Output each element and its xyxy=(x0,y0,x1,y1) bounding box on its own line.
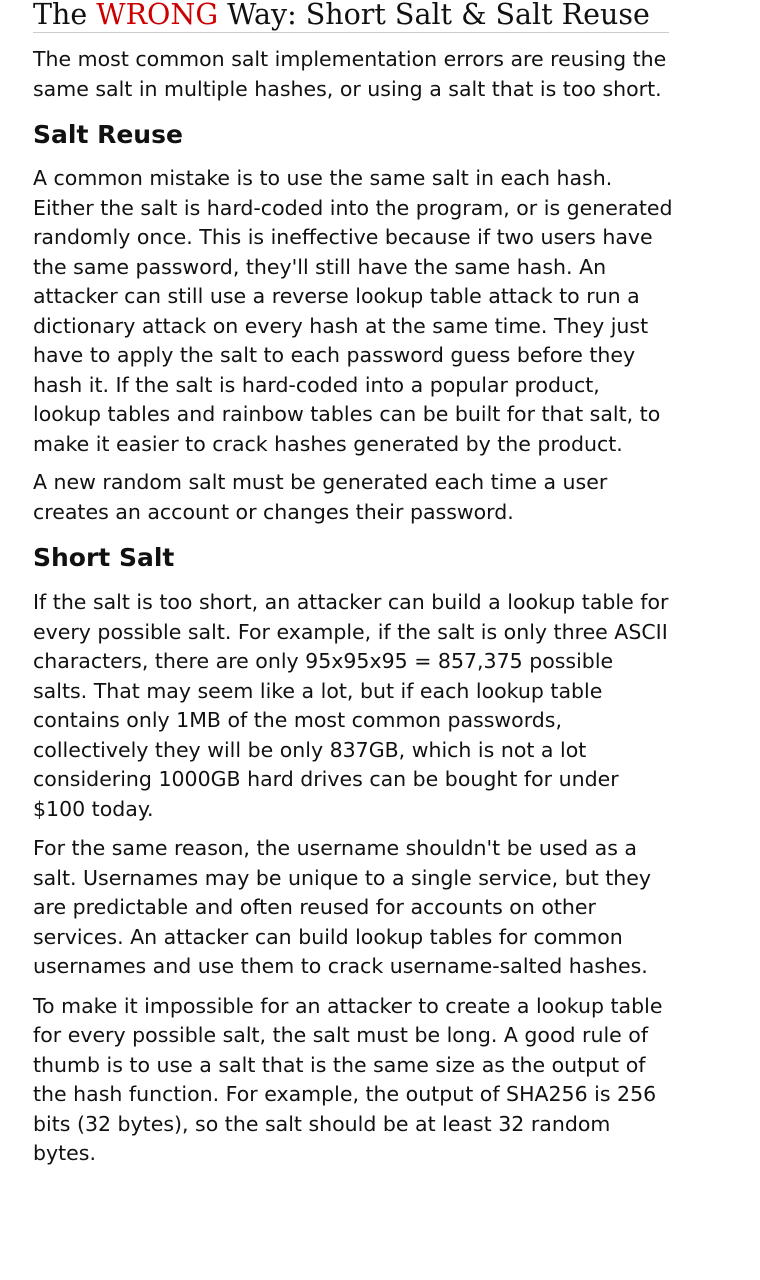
short-salt-paragraph-3: To make it impossible for an attacker to create a lookup table for every possible salt, the salt must be long. A good rule of thumb is to use a salt that is the same size as the output of the hash function. For example, the output of SHA256 is 256 bits (32 bytes), so the salt should be at least 32 random bytes. xyxy=(33,993,663,1165)
salt-reuse-paragraph-2: A new random salt must be generated each time a user creates an account or changes their password. xyxy=(33,470,608,524)
article-content xyxy=(33,0,673,1169)
page-title-suffix: Way: Short Salt & Salt Reuse xyxy=(218,0,650,31)
short-salt-paragraph-2: For the same reason, the username shouldn't be used as a salt. Usernames may be unique to a single service, but they are predictable and often reused for accounts on other services. An attacker can build lookup tables for common usernames and use them to crack username-salted hashes. xyxy=(33,836,652,978)
short-salt-paragraph-1: If the salt is too short, an attacker can build a lookup table for every possible salt. For example, if the salt is only three ASCII characters, there are only 95x95x95 = 857,375 possible salts. That may seem like a lot, but if each lookup table contains only 1MB of the most common passwords, collectively they will be only 837GB, which is not a lot considering 1000GB hard drives can be bought for under $100 today. xyxy=(33,590,669,821)
page-title xyxy=(33,0,669,33)
salt-reuse-paragraph-1: A common mistake is to use the same salt in each hash. Either the salt is hard-coded into the program, or is generated randomly once. This is ineffective because if two users have the same password, they'll still have the same hash. An attacker can still use a reverse lookup table attack to run a dictionary attack on every hash at the same time. They just have to apply the salt to each password guess before they hash it. If the salt is hard-coded into a popular product, lookup tables and rainbow tables can be built for that salt, to make it easier to crack hashes generated by the product. xyxy=(33,166,673,456)
short-salt-heading: Short Salt xyxy=(33,543,175,572)
page-title-accent: WRONG xyxy=(96,0,219,31)
salt-reuse-heading: Salt Reuse xyxy=(33,120,183,149)
page-title-prefix: The xyxy=(33,0,97,31)
intro-paragraph: The most common salt implementation errors are reusing the same salt in multiple hashes, or using a salt that is too short. xyxy=(33,47,667,101)
